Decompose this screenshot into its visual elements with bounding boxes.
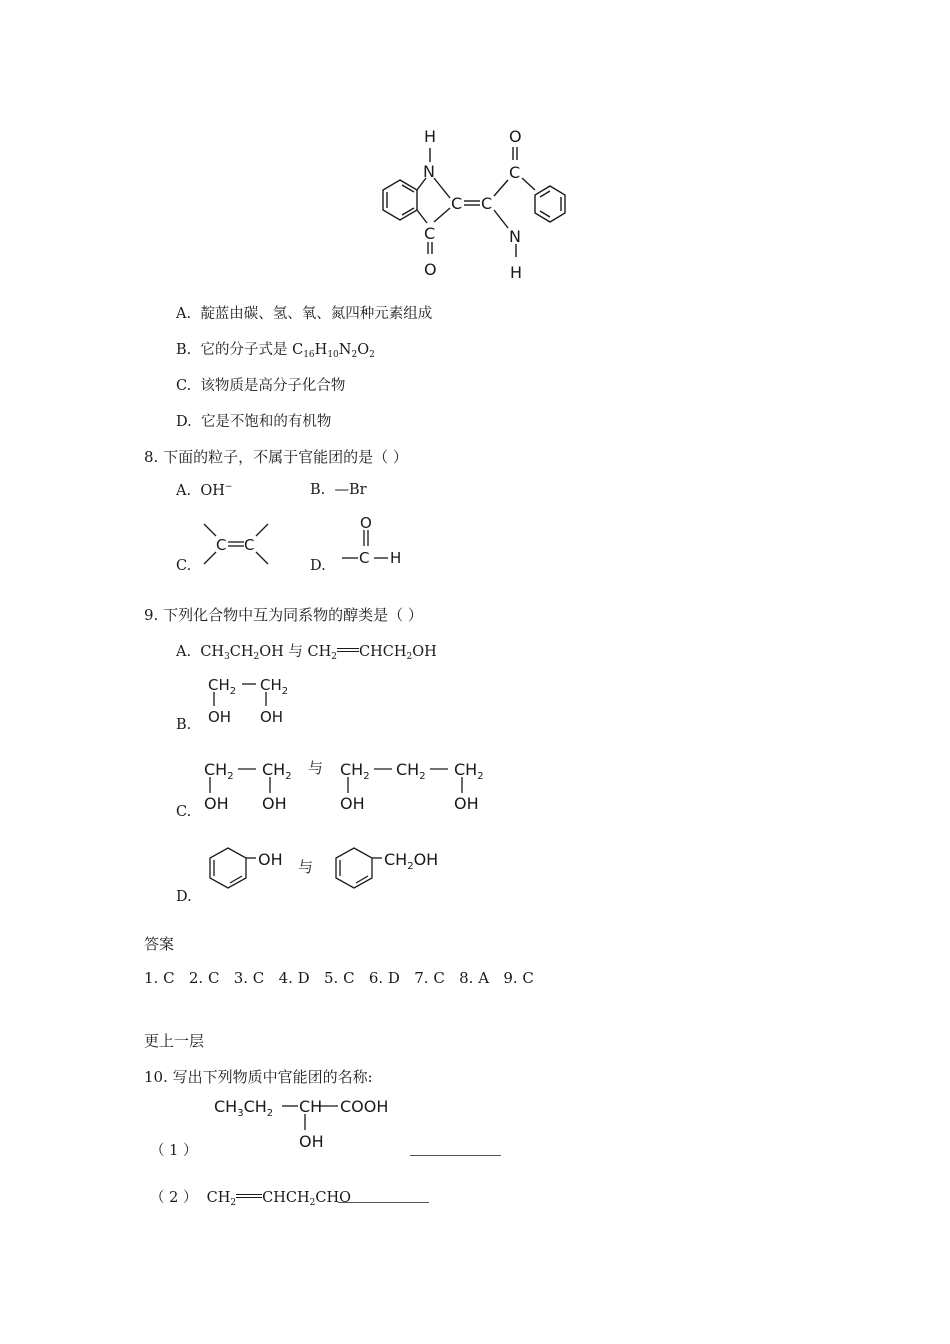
option-text: 靛蓝由碳、氢、氧、氮四种元素组成 [200,306,433,322]
atom-h-bottom: H [510,263,523,282]
item-label: （ 2 ） [150,1190,198,1206]
svg-text:CH2: $CH_2$ [340,760,370,782]
q10-stem: 10. 写出下列物质中官能团的名称: [144,1068,373,1086]
option-text: 它是不饱和的有机物 [200,414,332,430]
svg-text:OH: OH [208,708,232,726]
q9-option-d-label: D. [176,889,192,905]
diols-structure [200,755,500,817]
atom-c-bottom: C [424,224,436,243]
svg-text:与: 与 [308,759,324,777]
svg-text:OH: OH [454,794,479,813]
svg-text:OH: OH [340,794,365,813]
hydroxybutanoic-acid-structure [212,1094,412,1154]
q7-option-a [176,302,432,323]
atom-n-top: N [423,162,435,181]
q10-item2: （ 2 ） $CH_2$ $CHCH_2CHO$ [150,1190,352,1208]
option-text: 它的分子式是 [200,342,288,358]
option-label: B. [310,482,326,498]
svg-text:OH: OH [299,1132,324,1151]
aldehyde-structure [338,512,408,568]
svg-text:CH3CH2: $CH_3CH_2$ [214,1097,274,1119]
answer-blank-1[interactable] [410,1155,501,1156]
molecular-formula: $C_{16}H_{10}N_2O_2$ [292,342,375,360]
atom-o-top: O [509,127,522,146]
alkene-structure [196,518,276,570]
atom-o-bottom: O [424,260,437,279]
atom-c-left: C [451,194,463,213]
svg-text:OH: OH [262,794,287,813]
svg-text:CH2: $CH_2$ [454,760,484,782]
q8-stem: 8. 下面的粒子，不属于官能团的是（ ） [144,448,408,466]
option-label: A. [176,306,192,322]
atom-h-top: H [424,127,437,146]
svg-text:CH2: $CH_2$ [260,676,289,697]
q10-item1-label: （ 1 ） [150,1143,198,1159]
atom-n-bottom: N [509,227,521,246]
svg-text:CH: CH [299,1097,323,1116]
svg-text:COOH: COOH [340,1097,389,1116]
svg-text:与: 与 [298,858,314,876]
q9-option-c-label: C. [176,804,192,820]
q8-option-d-label: D. [310,558,326,574]
svg-text:OH: OH [258,850,283,869]
svg-text:CH2: $CH_2$ [208,676,237,697]
svg-text:CH2: $CH_2$ [262,760,292,782]
svg-text:CH2OH: $CH_2OH$ [384,850,439,872]
phenol-benzylalcohol-structure [204,838,464,900]
option-label: A. [176,482,192,499]
section-title: 更上一层 [144,1032,205,1050]
option-text: 该物质是高分子化合物 [200,378,346,394]
q8-option-b: B. —Br [310,482,367,498]
svg-text:C: C [244,536,255,554]
q8-option-c-label: C. [176,558,192,574]
svg-text:OH: OH [204,794,229,813]
svg-text:CH2: $CH_2$ [204,760,234,782]
ethylene-glycol-structure [204,670,304,728]
svg-text:OH: OH [260,708,284,726]
svg-text:CH2: $CH_2$ [396,760,426,782]
svg-text:C: C [359,549,370,567]
q7-option-c [176,374,345,395]
q7-option-d [176,410,331,431]
svg-text:C: C [216,536,227,554]
q9-option-b-label: B. [176,717,192,733]
option-label: B. [176,342,192,358]
q9-option-a: A. $CH_3CH_2OH$ 与 $CH_2$ $CHCH_2OH$ [176,644,437,662]
answers-line: 1. C 2. C 3. C 4. D 5. C 6. D 7. C 8. A 9. C [144,969,534,987]
svg-text:H: H [390,549,402,567]
answers-title: 答案 [144,935,175,953]
answer-blank-2[interactable] [338,1202,429,1203]
indigo-structure [370,120,580,285]
q8-option-a: A. OH− [176,482,233,499]
atom-c-top-right: C [509,163,521,182]
q9-stem: 9. 下列化合物中互为同系物的醇类是（ ） [144,606,423,624]
svg-text:O: O [360,514,372,532]
q7-option-b [176,338,375,360]
option-label: C. [176,378,192,394]
option-label: D. [176,414,192,430]
option-label: A. [176,644,192,660]
atom-c-right: C [481,194,493,213]
